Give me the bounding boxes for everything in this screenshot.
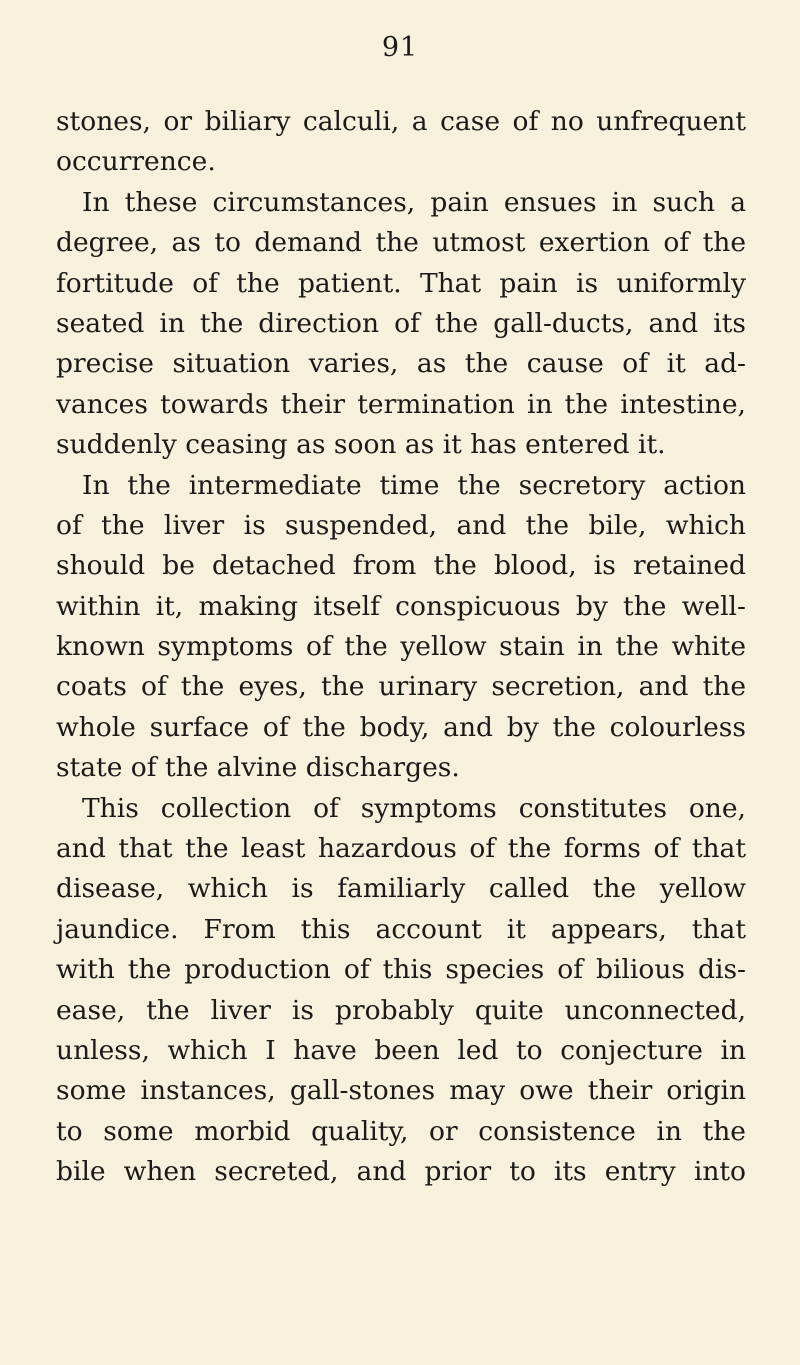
text-line: fortitude of the patient. That pain is uniformly	[56, 267, 746, 299]
text-line: occurrence.	[56, 146, 216, 178]
text-line: known symptoms of the yellow stain in the white	[56, 631, 746, 663]
text-line: within it, making itself conspicuous by the well-	[56, 590, 746, 622]
body-text	[56, 102, 746, 1193]
text-line: and that the least hazardous of the forms of that	[56, 833, 746, 865]
text-line: This collection of symptoms constitutes one,	[82, 792, 746, 824]
text-line: to some morbid quality, or consistence in the	[56, 1115, 746, 1147]
text-line: stones, or biliary calculi, a case of no unfrequent	[56, 106, 746, 137]
text-line: precise situation varies, as the cause of it ad-	[56, 348, 746, 380]
text-line: In the intermediate time the secretory action	[82, 469, 746, 501]
text-line: whole surface of the body, and by the colourless	[56, 711, 746, 743]
text-line: bile when secreted, and prior to its entry into	[56, 1156, 746, 1188]
page-number: 91	[381, 32, 419, 63]
text-line: In these circumstances, pain ensues in such a	[82, 186, 746, 218]
text-line: seated in the direction of the gall-ducts, and its	[56, 307, 746, 339]
text-line: ease, the liver is probably quite unconnected,	[56, 994, 746, 1026]
text-line: some instances, gall-stones may owe their origin	[56, 1075, 746, 1107]
text-line: of the liver is suspended, and the bile, which	[56, 509, 746, 541]
text-line: jaundice. From this account it appears, that	[56, 913, 746, 945]
text-line: state of the alvine discharges.	[56, 752, 460, 784]
text-line: should be detached from the blood, is retained	[56, 550, 746, 582]
text-line: with the production of this species of bilious dis-	[56, 954, 746, 986]
text-line: coats of the eyes, the urinary secretion, and the	[56, 671, 746, 703]
text-line: disease, which is familiarly called the yellow	[56, 873, 746, 905]
text-line: unless, which I have been led to conjecture in	[56, 1034, 746, 1066]
text-line: suddenly ceasing as soon as it has entered it.	[56, 429, 666, 461]
text-line: degree, as to demand the utmost exertion of the	[56, 227, 746, 259]
text-line: vances towards their termination in the intestine,	[56, 388, 746, 420]
